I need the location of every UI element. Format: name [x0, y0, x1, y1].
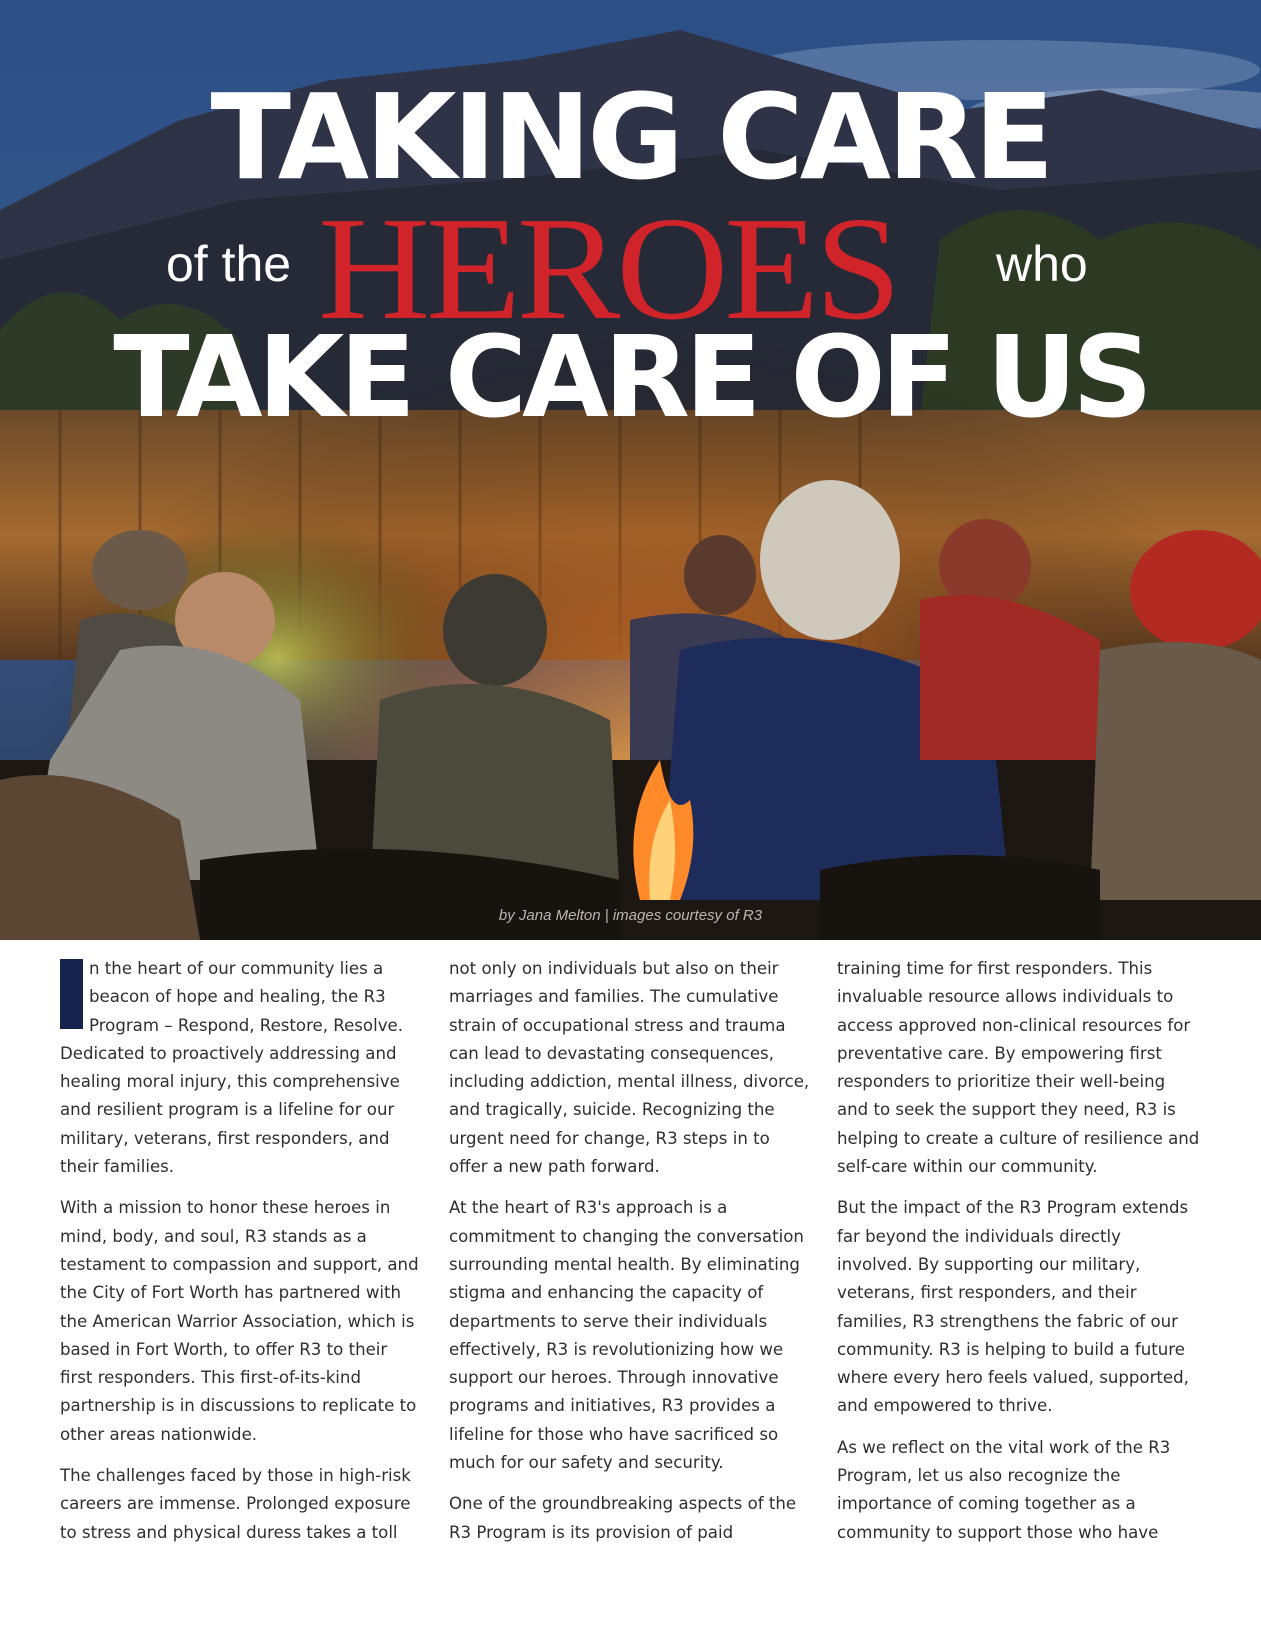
- headline-line-2: [0, 187, 1261, 351]
- drop-cap: I: [60, 959, 83, 1029]
- article-column-2: [449, 955, 813, 1560]
- headline-line-1: TAKING CARE: [210, 68, 1051, 206]
- headline-of-the: of the: [166, 236, 292, 292]
- paragraph: With a mission to honor these heroes in mind, body, and soul, R3 stands as a testament to compassion and support, and the City of Fort Worth has partnered with the American Warrior Association, which is based in Fort Worth, to offer R3 to their first responders. This first-of-its-kind partnership is in discussions to replicate to other areas nationwide.: [60, 1198, 419, 1444]
- article-column-3: [837, 955, 1201, 1560]
- paragraph: One of the groundbreaking aspects of the R3 Program is its provision of paid: [449, 1494, 797, 1542]
- headline-line-3: TAKE CARE OF US: [113, 313, 1148, 443]
- article-column-1: [60, 955, 424, 1560]
- headline-who: who: [996, 236, 1088, 292]
- paragraph: I n the heart of our community lies a beacon of hope and healing, the R3 Program – Respond, Restore, Resolve. Dedicated to proactively addressing and healing moral injury, this comprehensive and resilient program is a lifeline for our military, veterans, first responders, and their families.: [60, 959, 403, 1177]
- paragraph: But the impact of the R3 Program extends far beyond the individuals directly involved. By supporting our military, veterans, first responders, and their families, R3 strengthens the fabric of our community. R3 is helping to build a future where every hero feels valued, supported, and empowered to thrive.: [837, 1198, 1189, 1416]
- headline: [0, 0, 1261, 450]
- paragraph: not only on individuals but also on their marriages and families. The cumulative strain of occupational stress and trauma can lead to devastating consequences, including addiction, mental illness, divorce, and tragically, suicide. Recognizing the urgent need for change, R3 steps in to offer a new path forward.: [449, 959, 810, 1177]
- paragraph: At the heart of R3's approach is a commitment to changing the conversation surrounding mental health. By eliminating stigma and enhancing the capacity of departments to serve their individuals effectively, R3 is revolutionizing how we support our heroes. Through innovative programs and initiatives, R3 provides a lifeline for those who have sacrificed so much for our safety and security.: [449, 1198, 804, 1473]
- paragraph: As we reflect on the vital work of the R3 Program, let us also recognize the importance of coming together as a community to support those who have: [837, 1437, 1171, 1542]
- paragraph: training time for first responders. This invaluable resource allows individuals to access approved non-clinical resources for preventative care. By empowering first responders to prioritize their well-being and to seek the support they need, R3 is helping to create a culture of resilience and self-care within our community.: [837, 959, 1200, 1177]
- paragraph: The challenges faced by those in high-risk careers are immense. Prolonged exposure to stress and physical duress takes a toll: [60, 1466, 411, 1542]
- headline-heroes: HEROES: [318, 187, 898, 351]
- article-body: [60, 955, 1200, 1555]
- byline: by Jana Melton | images courtesy of R3: [498, 907, 763, 924]
